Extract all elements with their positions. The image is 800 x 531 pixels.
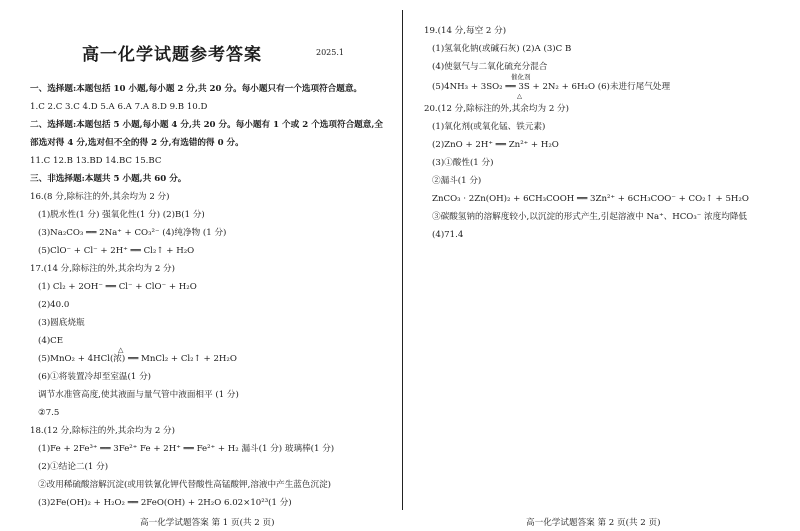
q19-answer-5: (5)4NH₃ + 3SO₂ ══ 3S + 2N₂ + 6H₂O (6)未进行尾气处理 — [432, 82, 671, 92]
q17-answer-3: (3)圆底烧瓶 — [38, 318, 85, 328]
q18-answer-1: (1)Fe + 2Fe³⁺ ══ 3Fe²⁺ Fe + 2H⁺ ══ Fe²⁺ + H₂ 漏斗(1 分) 玻璃棒(1 分) — [38, 444, 335, 454]
q20-answer-3-2: ②漏斗(1 分) — [432, 176, 482, 186]
q20-answer-1: (1)氧化剂(或氧化锰、铁元素) — [432, 122, 546, 132]
page-2-footer: 高一化学试题答案 第 2 页(共 2 页) — [526, 518, 661, 528]
q20-equation: ZnCO₃ · 2Zn(OH)₂ + 6CH₃COOH ══ 3Zn²⁺ + 6CH₃COO⁻ + CO₂↑ + 5H₂O — [432, 194, 749, 204]
q18-answer-3: (3)2Fe(OH)₂ + H₂O₂ ══ 2FeO(OH) + 2H₂O 6.02×10²³(1 分) — [38, 498, 292, 508]
q16-answer-5: (5)ClO⁻ + Cl⁻ + 2H⁺ ══ Cl₂↑ + H₂O — [38, 246, 195, 256]
q20-answer-2: (2)ZnO + 2H⁺ ══ Zn²⁺ + H₂O — [432, 140, 559, 150]
q20-answer-3-1: (3)①酸性(1 分) — [432, 158, 494, 168]
section-3-heading: 三、非选择题:本题共 5 小题,共 60 分。 — [30, 174, 187, 184]
q17-answer-6-2: ②7.5 — [38, 408, 60, 418]
section-2-heading-cont: 部选对得 4 分,选对但不全的得 2 分,有选错的得 0 分。 — [30, 138, 244, 148]
section-2-answers: 11.C 12.B 13.BD 14.BC 15.BC — [30, 156, 162, 166]
q16-answer-1: (1)脱水性(1 分) 强氧化性(1 分) (2)B(1 分) — [38, 210, 205, 220]
q17-answer-1: (1) Cl₂ + 2OH⁻ ══ Cl⁻ + ClO⁻ + H₂O — [38, 282, 197, 292]
q17-heading: 17.(14 分,除标注的外,其余均为 2 分) — [30, 264, 175, 274]
q19-heading: 19.(14 分,每空 2 分) — [424, 26, 507, 36]
q20-answer-3-3: ③碳酸氢钠的溶解度较小,以沉淀的形式产生,引起溶液中 Na⁺、HCO₃⁻ 浓度均降低 — [432, 212, 748, 222]
catalyst-label: 催化剂 — [511, 73, 531, 81]
section-1-heading: 一、选择题:本题包括 10 小题,每小题 2 分,共 20 分。每小题只有一个选项符合题意。 — [30, 84, 363, 94]
q18-answer-2-1: (2)①结论二(1 分) — [38, 462, 109, 472]
q16-answer-3: (3)Na₂CO₃ ══ 2Na⁺ + CO₃²⁻ (4)纯净物 (1 分) — [38, 228, 227, 238]
column-divider — [402, 10, 403, 510]
q20-answer-4: (4)71.4 — [432, 230, 464, 240]
q17-answer-6-1: (6)①将装置冷却至室温(1 分) — [38, 372, 152, 382]
q20-heading: 20.(12 分,除标注的外,其余均为 2 分) — [424, 104, 569, 114]
q19-answer-1: (1)氢氧化钠(或碱石灰) (2)A (3)C B — [432, 44, 572, 54]
heat-mark: △ — [118, 346, 124, 354]
q16-heading: 16.(8 分,除标注的外,其余均为 2 分) — [30, 192, 170, 202]
page-1-footer: 高一化学试题答案 第 1 页(共 2 页) — [140, 518, 275, 528]
section-1-answers: 1.C 2.C 3.C 4.D 5.A 6.A 7.A 8.D 9.B 10.D — [30, 102, 208, 112]
q18-heading: 18.(12 分,除标注的外,其余均为 2 分) — [30, 426, 175, 436]
section-2-heading: 二、选择题:本题包括 5 小题,每小题 4 分,共 20 分。每小题有 1 个或 2 个选项符合题意,全 — [30, 120, 383, 130]
q18-answer-2-2: ②改用稀硫酸溶解沉淀(或用铁氰化钾代替酸性高锰酸钾,溶液中产生蓝色沉淀) — [38, 480, 332, 490]
catalyst-heat-mark: △ — [517, 92, 522, 100]
q17-answer-2: (2)40.0 — [38, 300, 70, 310]
q19-answer-4: (4)使氨气与二氧化硫充分混合 — [432, 62, 548, 72]
document-date: 2025.1 — [316, 48, 344, 57]
q17-answer-4: (4)CE — [38, 336, 64, 346]
q17-answer-5: (5)MnO₂ + 4HCl(浓) ══ MnCl₂ + Cl₂↑ + 2H₂O — [38, 354, 237, 364]
q17-answer-6-1-cont: 调节水准管高度,使其液面与量气管中液面相平 (1 分) — [38, 390, 239, 400]
document-title: 高一化学试题参考答案 — [82, 45, 262, 65]
